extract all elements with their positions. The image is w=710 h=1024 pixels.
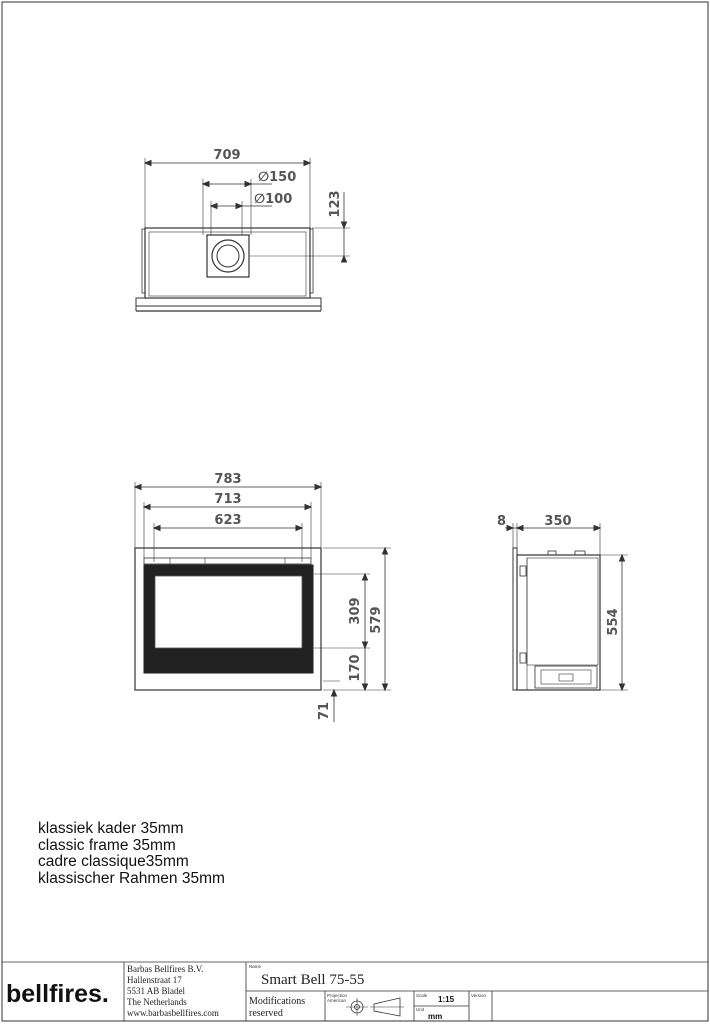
dim-709: 709	[213, 148, 241, 163]
frame-notes	[38, 821, 225, 887]
dim-309: 309	[348, 597, 363, 625]
modifications-line-2: reserved	[249, 1008, 283, 1019]
scale-value: 1:15	[438, 995, 455, 1004]
frame-note-german: klassischer Rahmen 35mm	[38, 869, 225, 887]
dim-flue-150: ∅150	[258, 170, 297, 185]
version-caption: Version	[471, 993, 487, 998]
dim-flue-100: ∅100	[254, 192, 293, 207]
projection-caption-2: American	[327, 998, 347, 1003]
frame-note-french: cadre classique35mm	[38, 853, 189, 870]
scale-caption: Scale	[416, 993, 428, 998]
projection-caption: Projection	[327, 993, 348, 998]
unit-caption: Unit	[416, 1007, 425, 1012]
company-street: Hallenstraat 17	[127, 975, 182, 985]
top-view	[136, 158, 350, 311]
flue-inner-circle	[217, 245, 239, 267]
dim-713: 713	[214, 492, 242, 507]
company-city: 5531 AB Bladel	[127, 986, 185, 996]
top-body	[145, 228, 310, 298]
dim-123: 123	[328, 190, 343, 218]
product-name: Smart Bell 75-55	[261, 972, 365, 988]
company-name: Barbas Bellfires B.V.	[127, 964, 204, 974]
frame-note-english: classic frame 35mm	[38, 836, 176, 854]
dim-350: 350	[544, 514, 572, 529]
name-caption: Name	[249, 964, 262, 969]
dim-623: 623	[214, 513, 242, 528]
front-glass	[155, 576, 302, 648]
company-website: www.barbasbellfires.com	[127, 1008, 219, 1018]
side-view	[505, 523, 628, 690]
modifications-line-1: Modifications	[249, 996, 306, 1007]
frame-note-dutch: klassiek kader 35mm	[38, 820, 184, 837]
dim-554: 554	[606, 608, 621, 636]
dim-170: 170	[348, 654, 363, 682]
dim-783: 783	[214, 472, 242, 487]
company-country: The Netherlands	[127, 997, 187, 1007]
dim-579: 579	[369, 606, 384, 634]
dim-8: 8	[497, 514, 507, 529]
unit-value: mm	[428, 1012, 443, 1021]
bellfires-logo: bellfires.	[6, 980, 109, 1008]
dim-71: 71	[317, 701, 332, 721]
flue-collar	[207, 235, 249, 277]
